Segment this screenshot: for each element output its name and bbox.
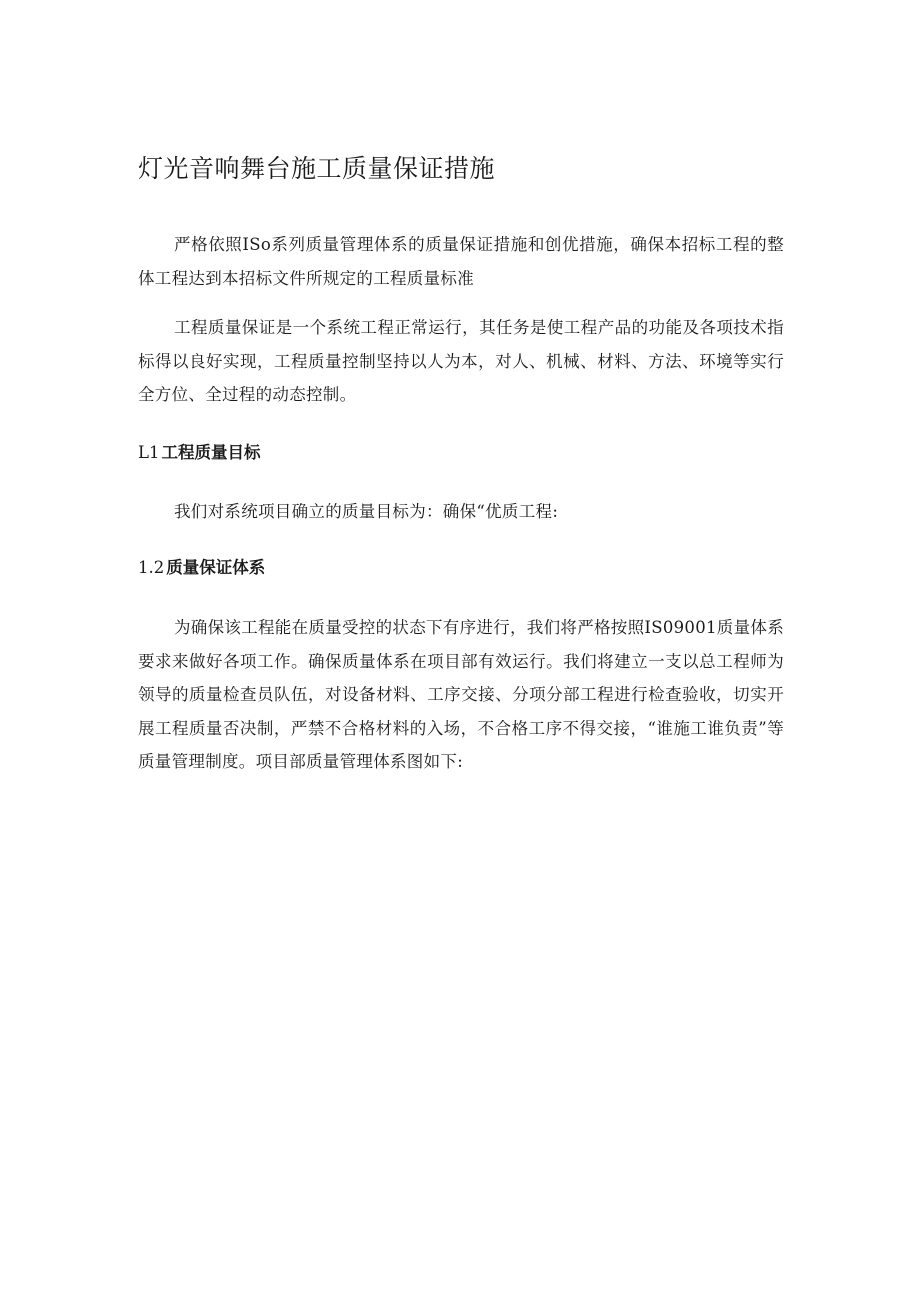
- section-label: 质量保证体系: [166, 558, 266, 577]
- document-title: 灯光音响舞台施工质量保证措施: [138, 154, 496, 183]
- system-paragraph: 为确保该工程能在质量受控的状态下有序进行，我们将严格按照IS09001质量体系要求来做好各项工作。确保质量体系在项目部有效运行。我们将建立一支以总工程师为领导的质量检查员队伍，对设备材料、工序交接、分项分部工程进行检查验收，切实开展工程质量否决制，严禁不合格材料的入场，不合格工序不得交接，“谁施工谁负责”等质量管理制度。项目部质量管理体系图如下:: [138, 618, 785, 771]
- section-heading-quality-system: [138, 556, 265, 580]
- assurance-paragraph: 工程质量保证是一个系统工程正常运行，其任务是使工程产品的功能及各项技术指标得以良好实现，工程质量控制坚持以人为本，对人、机械、材料、方法、环境等实行全方位、全过程的动态控制。: [138, 318, 784, 404]
- goal-paragraph: 我们对系统项目确立的质量目标为：确保“优质工程:: [174, 502, 559, 521]
- section-heading-quality-goal: [138, 441, 260, 465]
- section-label: 工程质量目标: [161, 443, 261, 462]
- section-number: 1.2: [138, 558, 165, 577]
- intro-paragraph: 严格依照ISo系列质量管理体系的质量保证措施和创优措施，确保本招标工程的整体工程达到本招标文件所规定的工程质量标准: [138, 235, 784, 288]
- section-number: L1: [138, 443, 160, 462]
